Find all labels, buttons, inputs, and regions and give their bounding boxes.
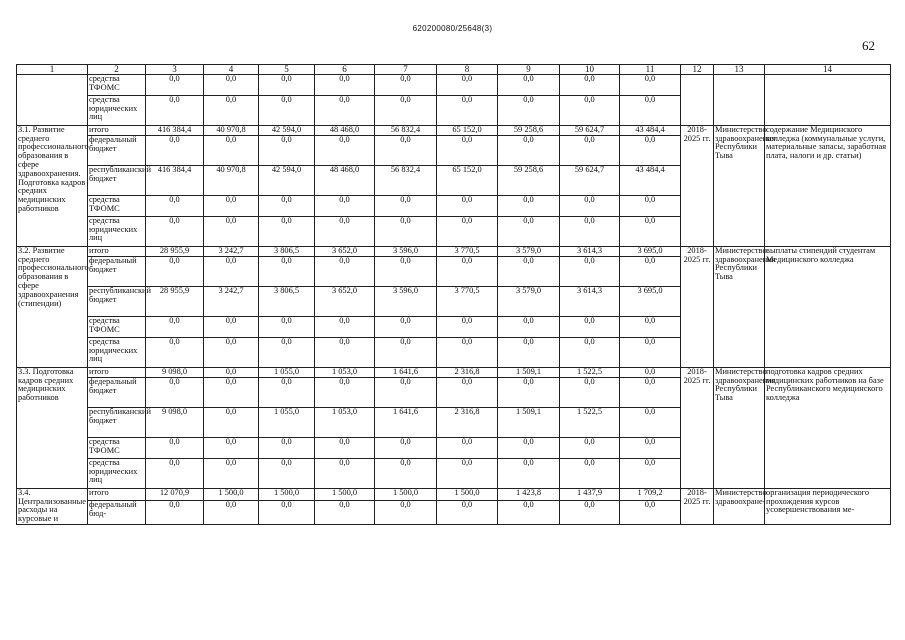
measure-name-cell: 3.1. Развитие среднего профессионального образования в сфере здравоохранения. Подготовка кадров средних медицинских работников <box>17 125 88 246</box>
value-cell: 0,0 <box>315 195 375 216</box>
value-cell: 3 614,3 <box>560 286 620 316</box>
column-header: 4 <box>204 65 259 75</box>
column-header: 14 <box>765 65 891 75</box>
value-cell: 0,0 <box>259 337 315 367</box>
value-cell: 0,0 <box>560 216 620 246</box>
source-cell: итого <box>88 488 146 500</box>
value-cell: 3 652,0 <box>315 286 375 316</box>
value-cell: 0,0 <box>315 135 375 165</box>
value-cell: 0,0 <box>315 437 375 458</box>
page-number: 62 <box>862 38 875 53</box>
value-cell: 9 098,0 <box>146 367 204 377</box>
value-cell: 0,0 <box>146 437 204 458</box>
value-cell: 0,0 <box>259 501 315 525</box>
value-cell: 0,0 <box>315 316 375 337</box>
value-cell: 0,0 <box>437 135 498 165</box>
value-cell: 0,0 <box>620 195 681 216</box>
value-cell: 0,0 <box>259 316 315 337</box>
value-cell: 1 437,9 <box>560 488 620 500</box>
value-cell: 2 316,8 <box>437 367 498 377</box>
value-cell: 0,0 <box>620 95 681 125</box>
value-cell: 3 695,0 <box>620 246 681 256</box>
value-cell: 0,0 <box>146 135 204 165</box>
table-row <box>17 74 891 95</box>
executor-cell: Министерство здравоохране- <box>714 488 765 524</box>
measure-name-cell: 3.4. Централизованные расходы на курсовые и <box>18 487 86 524</box>
value-cell: 0,0 <box>498 74 560 95</box>
source-cell: итого <box>88 246 146 256</box>
value-cell: 0,0 <box>204 74 259 95</box>
source-cell: средства юридических лиц <box>88 458 146 488</box>
value-cell: 0,0 <box>146 216 204 246</box>
value-cell: 0,0 <box>498 458 560 488</box>
value-cell: 0,0 <box>620 256 681 286</box>
value-cell: 0,0 <box>498 501 560 525</box>
value-cell: 1 509,1 <box>498 407 560 437</box>
value-cell: 0,0 <box>437 316 498 337</box>
value-cell: 1 522,5 <box>560 407 620 437</box>
value-cell: 0,0 <box>620 377 681 407</box>
value-cell: 0,0 <box>560 437 620 458</box>
value-cell: 0,0 <box>259 74 315 95</box>
executor-cell: Министерство здравоохранения Республики Тыва <box>714 367 765 488</box>
period-cell: 2018-2025 гг. <box>681 246 714 367</box>
value-cell: 0,0 <box>204 337 259 367</box>
value-cell: 9 098,0 <box>146 407 204 437</box>
continued-executor-cell <box>714 74 765 125</box>
value-cell: 3 596,0 <box>375 286 437 316</box>
column-header: 10 <box>560 65 620 75</box>
value-cell: 0,0 <box>315 377 375 407</box>
value-cell: 0,0 <box>204 367 259 377</box>
value-cell: 0,0 <box>437 501 498 525</box>
value-cell: 0,0 <box>315 337 375 367</box>
value-cell: 0,0 <box>560 256 620 286</box>
value-cell: 0,0 <box>204 135 259 165</box>
value-cell: 0,0 <box>146 501 204 525</box>
value-cell: 1 055,0 <box>259 367 315 377</box>
value-cell: 0,0 <box>560 458 620 488</box>
value-cell: 0,0 <box>259 256 315 286</box>
measure-name-cell: 3.2. Развитие среднего профессионального образования в сфере здравоохранения (стипендии) <box>17 246 88 367</box>
column-header: 7 <box>375 65 437 75</box>
value-cell: 3 695,0 <box>620 286 681 316</box>
value-cell: 28 955,9 <box>146 246 204 256</box>
value-cell: 0,0 <box>146 95 204 125</box>
measure-name-cell: 3.3. Подготовка кадров средних медицинских работников <box>17 367 88 488</box>
source-cell: средства юридических лиц <box>88 216 146 246</box>
value-cell: 0,0 <box>204 216 259 246</box>
value-cell: 0,0 <box>437 377 498 407</box>
value-cell: 0,0 <box>204 377 259 407</box>
source-cell: федеральный бюджет <box>88 135 146 165</box>
value-cell: 3 806,5 <box>259 246 315 256</box>
value-cell: 0,0 <box>620 74 681 95</box>
value-cell: 0,0 <box>375 135 437 165</box>
value-cell: 0,0 <box>315 256 375 286</box>
column-header: 12 <box>681 65 714 75</box>
source-cell: средства ТФОМС <box>88 316 146 337</box>
value-cell: 1 423,8 <box>498 488 560 500</box>
value-cell: 1 500,0 <box>315 488 375 500</box>
value-cell: 1 055,0 <box>259 407 315 437</box>
value-cell: 65 152,0 <box>437 125 498 135</box>
value-cell: 0,0 <box>204 256 259 286</box>
value-cell: 0,0 <box>315 216 375 246</box>
value-cell: 0,0 <box>204 316 259 337</box>
source-cell: средства юридических лиц <box>88 95 146 125</box>
value-cell: 0,0 <box>204 195 259 216</box>
source-cell: средства юридических лиц <box>88 337 146 367</box>
source-cell: республиканский бюджет <box>88 286 146 316</box>
value-cell: 0,0 <box>498 316 560 337</box>
value-cell: 0,0 <box>259 135 315 165</box>
value-cell: 1 053,0 <box>315 367 375 377</box>
value-cell: 0,0 <box>259 377 315 407</box>
value-cell: 0,0 <box>375 74 437 95</box>
value-cell: 42 594,0 <box>259 125 315 135</box>
result-cell: содержание Медицинского колледжа (коммунальные услуги, материальные запасы, заработная плата, налоги и др. статьи) <box>765 125 891 246</box>
value-cell: 0,0 <box>315 501 375 525</box>
value-cell: 0,0 <box>560 377 620 407</box>
value-cell: 0,0 <box>315 458 375 488</box>
value-cell: 3 579,0 <box>498 246 560 256</box>
value-cell: 0,0 <box>560 337 620 367</box>
period-cell: 2018-2025 гг. <box>681 488 714 524</box>
value-cell: 3 596,0 <box>375 246 437 256</box>
column-header: 2 <box>88 65 146 75</box>
value-cell: 0,0 <box>437 337 498 367</box>
value-cell: 0,0 <box>375 501 437 525</box>
value-cell: 1 641,6 <box>375 367 437 377</box>
value-cell: 0,0 <box>204 437 259 458</box>
value-cell: 0,0 <box>259 195 315 216</box>
source-cell: республиканский бюджет <box>88 407 146 437</box>
value-cell: 0,0 <box>620 316 681 337</box>
value-cell: 0,0 <box>620 501 681 525</box>
value-cell: 59 258,6 <box>498 125 560 135</box>
column-header: 1 <box>17 65 88 75</box>
value-cell: 0,0 <box>498 437 560 458</box>
value-cell: 0,0 <box>375 256 437 286</box>
value-cell: 40 970,8 <box>204 125 259 135</box>
value-cell: 0,0 <box>560 501 620 525</box>
value-cell: 0,0 <box>498 256 560 286</box>
value-cell: 0,0 <box>498 377 560 407</box>
value-cell: 56 832,4 <box>375 125 437 135</box>
value-cell: 0,0 <box>560 74 620 95</box>
value-cell: 0,0 <box>204 501 259 525</box>
value-cell: 3 242,7 <box>204 246 259 256</box>
value-cell: 43 484,4 <box>620 165 681 195</box>
value-cell: 48 468,0 <box>315 125 375 135</box>
value-cell: 3 770,5 <box>437 286 498 316</box>
document-id: 620200080/25648(3) <box>412 24 493 33</box>
value-cell: 3 242,7 <box>204 286 259 316</box>
value-cell: 1 500,0 <box>375 488 437 500</box>
value-cell: 0,0 <box>375 216 437 246</box>
result-cell: подготовка кадров средних медицинских работников на базе Республиканского медицинского колледжа <box>765 367 891 488</box>
value-cell: 0,0 <box>620 437 681 458</box>
value-cell: 0,0 <box>146 316 204 337</box>
source-cell: средства ТФОМС <box>88 74 146 95</box>
period-cell: 2018-2025 гг. <box>681 367 714 488</box>
value-cell: 0,0 <box>498 135 560 165</box>
value-cell: 0,0 <box>560 135 620 165</box>
executor-cell: Министерство здравоохранения Республики Тыва <box>714 125 765 246</box>
value-cell: 1 500,0 <box>204 488 259 500</box>
value-cell: 0,0 <box>375 377 437 407</box>
value-cell: 65 152,0 <box>437 165 498 195</box>
value-cell: 0,0 <box>375 195 437 216</box>
value-cell: 0,0 <box>560 195 620 216</box>
value-cell: 0,0 <box>315 95 375 125</box>
value-cell: 0,0 <box>560 316 620 337</box>
value-cell: 3 614,3 <box>560 246 620 256</box>
value-cell: 0,0 <box>437 95 498 125</box>
value-cell: 0,0 <box>437 458 498 488</box>
value-cell: 0,0 <box>375 95 437 125</box>
value-cell: 59 624,7 <box>560 165 620 195</box>
value-cell: 2 316,8 <box>437 407 498 437</box>
value-cell: 0,0 <box>315 74 375 95</box>
result-cell: организация периодического прохождения курсов усовершенствования ме- <box>765 488 891 524</box>
value-cell: 0,0 <box>498 337 560 367</box>
executor-cell: Министерство здравоохранения Республики Тыва <box>714 246 765 367</box>
source-cell: федеральный бюд- <box>88 501 146 525</box>
value-cell: 1 522,5 <box>560 367 620 377</box>
column-number-row <box>17 65 891 75</box>
source-cell: итого <box>88 367 146 377</box>
continued-period-cell <box>681 74 714 125</box>
table-row <box>17 246 891 256</box>
table-row <box>17 125 891 135</box>
value-cell: 0,0 <box>204 407 259 437</box>
value-cell: 0,0 <box>560 95 620 125</box>
value-cell: 0,0 <box>620 135 681 165</box>
source-cell: итого <box>88 125 146 135</box>
value-cell: 3 579,0 <box>498 286 560 316</box>
value-cell: 0,0 <box>259 437 315 458</box>
value-cell: 416 384,4 <box>146 125 204 135</box>
value-cell: 0,0 <box>259 458 315 488</box>
value-cell: 0,0 <box>437 195 498 216</box>
value-cell: 1 641,6 <box>375 407 437 437</box>
source-cell: республиканский бюджет <box>88 165 146 195</box>
value-cell: 12 070,9 <box>146 488 204 500</box>
value-cell: 0,0 <box>259 216 315 246</box>
value-cell: 3 652,0 <box>315 246 375 256</box>
source-cell: федеральный бюджет <box>88 377 146 407</box>
value-cell: 0,0 <box>620 367 681 377</box>
column-header: 8 <box>437 65 498 75</box>
value-cell: 42 594,0 <box>259 165 315 195</box>
column-header: 9 <box>498 65 560 75</box>
value-cell: 0,0 <box>375 316 437 337</box>
value-cell: 59 258,6 <box>498 165 560 195</box>
value-cell: 3 806,5 <box>259 286 315 316</box>
value-cell: 0,0 <box>259 95 315 125</box>
source-cell: федеральный бюджет <box>88 256 146 286</box>
value-cell: 0,0 <box>620 216 681 246</box>
value-cell: 0,0 <box>146 377 204 407</box>
value-cell: 43 484,4 <box>620 125 681 135</box>
value-cell: 1 053,0 <box>315 407 375 437</box>
value-cell: 40 970,8 <box>204 165 259 195</box>
period-cell: 2018-2025 гг. <box>681 125 714 246</box>
value-cell: 1 500,0 <box>259 488 315 500</box>
value-cell: 1 509,1 <box>498 367 560 377</box>
value-cell: 0,0 <box>437 216 498 246</box>
source-cell: средства ТФОМС <box>88 195 146 216</box>
column-header: 11 <box>620 65 681 75</box>
table-row <box>17 488 891 500</box>
value-cell: 0,0 <box>146 256 204 286</box>
value-cell: 416 384,4 <box>146 165 204 195</box>
value-cell: 0,0 <box>620 458 681 488</box>
value-cell: 56 832,4 <box>375 165 437 195</box>
value-cell: 0,0 <box>204 95 259 125</box>
value-cell: 0,0 <box>620 337 681 367</box>
budget-table <box>16 64 891 525</box>
value-cell: 0,0 <box>437 256 498 286</box>
value-cell: 28 955,9 <box>146 286 204 316</box>
value-cell: 0,0 <box>204 458 259 488</box>
column-header: 5 <box>259 65 315 75</box>
value-cell: 48 468,0 <box>315 165 375 195</box>
continued-result-cell <box>765 74 891 125</box>
table-row <box>17 367 891 377</box>
value-cell: 0,0 <box>437 74 498 95</box>
result-cell: выплаты стипендий студентам Медицинского колледжа <box>765 246 891 367</box>
value-cell: 0,0 <box>146 195 204 216</box>
value-cell: 0,0 <box>146 74 204 95</box>
source-cell: средства ТФОМС <box>88 437 146 458</box>
value-cell: 1 500,0 <box>437 488 498 500</box>
column-header: 13 <box>714 65 765 75</box>
column-header: 6 <box>315 65 375 75</box>
value-cell: 0,0 <box>146 458 204 488</box>
value-cell: 0,0 <box>498 216 560 246</box>
value-cell: 0,0 <box>375 337 437 367</box>
value-cell: 0,0 <box>620 407 681 437</box>
value-cell: 0,0 <box>498 195 560 216</box>
continued-name-cell <box>17 74 88 125</box>
value-cell: 0,0 <box>498 95 560 125</box>
value-cell: 1 709,2 <box>620 488 681 500</box>
column-header: 3 <box>146 65 204 75</box>
value-cell: 0,0 <box>375 437 437 458</box>
value-cell: 3 770,5 <box>437 246 498 256</box>
value-cell: 0,0 <box>437 437 498 458</box>
value-cell: 59 624,7 <box>560 125 620 135</box>
value-cell: 0,0 <box>375 458 437 488</box>
value-cell: 0,0 <box>146 337 204 367</box>
